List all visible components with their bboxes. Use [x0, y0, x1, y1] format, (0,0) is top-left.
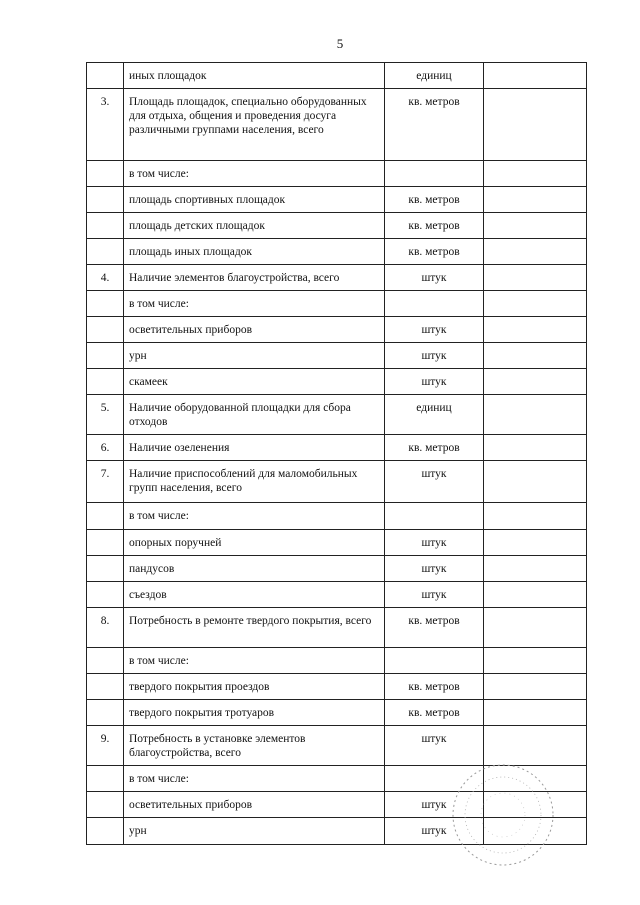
table-row — [87, 317, 587, 343]
value-cell — [484, 608, 587, 648]
value-cell — [484, 161, 587, 187]
value-cell — [484, 674, 587, 700]
row-number — [87, 818, 124, 845]
indicator-name: Наличие озеленения — [124, 435, 385, 461]
value-cell — [484, 317, 587, 343]
unit-of-measure: штук — [385, 818, 484, 845]
table-row — [87, 343, 587, 369]
indicator-name: в том числе: — [124, 161, 385, 187]
table-row — [87, 395, 587, 435]
indicator-name: Наличие приспособлений для маломобильных групп населения, всего — [124, 461, 385, 503]
value-cell — [484, 503, 587, 530]
indicator-name: Наличие элементов благоустройства, всего — [124, 265, 385, 291]
table-row — [87, 582, 587, 608]
unit-of-measure: штук — [385, 265, 484, 291]
unit-of-measure: кв. метров — [385, 213, 484, 239]
indicator-name: Наличие оборудованной площадки для сбора отходов — [124, 395, 385, 435]
unit-of-measure — [385, 291, 484, 317]
value-cell — [484, 239, 587, 265]
unit-of-measure: штук — [385, 369, 484, 395]
row-number — [87, 343, 124, 369]
indicator-table — [86, 62, 587, 845]
indicator-name: урн — [124, 343, 385, 369]
indicator-name: твердого покрытия тротуаров — [124, 700, 385, 726]
unit-of-measure: штук — [385, 582, 484, 608]
value-cell — [484, 63, 587, 89]
table-row — [87, 792, 587, 818]
table-row — [87, 291, 587, 317]
value-cell — [484, 648, 587, 674]
value-cell — [484, 792, 587, 818]
indicator-name: Потребность в ремонте твердого покрытия, всего — [124, 608, 385, 648]
row-number: 4. — [87, 265, 124, 291]
table-row — [87, 766, 587, 792]
row-number — [87, 63, 124, 89]
indicator-name: площадь спортивных площадок — [124, 187, 385, 213]
value-cell — [484, 89, 587, 161]
value-cell — [484, 343, 587, 369]
value-cell — [484, 291, 587, 317]
row-number — [87, 369, 124, 395]
indicator-name: в том числе: — [124, 766, 385, 792]
table-row — [87, 530, 587, 556]
value-cell — [484, 461, 587, 503]
unit-of-measure: штук — [385, 792, 484, 818]
unit-of-measure: штук — [385, 343, 484, 369]
row-number: 6. — [87, 435, 124, 461]
unit-of-measure — [385, 161, 484, 187]
unit-of-measure: кв. метров — [385, 239, 484, 265]
indicator-name: съездов — [124, 582, 385, 608]
row-number — [87, 503, 124, 530]
unit-of-measure: кв. метров — [385, 700, 484, 726]
row-number: 7. — [87, 461, 124, 503]
table-row — [87, 818, 587, 845]
indicator-name: Площадь площадок, специально оборудованных для отдыха, общения и проведения досуга различными группами населения, всего — [124, 89, 385, 161]
unit-of-measure: кв. метров — [385, 435, 484, 461]
row-number: 3. — [87, 89, 124, 161]
indicator-name: в том числе: — [124, 503, 385, 530]
unit-of-measure: штук — [385, 461, 484, 503]
table-row — [87, 213, 587, 239]
page-number: 5 — [336, 36, 344, 51]
indicator-name: Потребность в установке элементов благоустройства, всего — [124, 726, 385, 766]
value-cell — [484, 213, 587, 239]
value-cell — [484, 556, 587, 582]
indicator-name: опорных поручней — [124, 530, 385, 556]
row-number — [87, 700, 124, 726]
row-number — [87, 530, 124, 556]
table-row — [87, 700, 587, 726]
unit-of-measure: штук — [385, 317, 484, 343]
indicator-name: скамеек — [124, 369, 385, 395]
value-cell — [484, 395, 587, 435]
value-cell — [484, 435, 587, 461]
row-number: 9. — [87, 726, 124, 766]
indicator-name: в том числе: — [124, 291, 385, 317]
indicator-name: площадь иных площадок — [124, 239, 385, 265]
table-row — [87, 89, 587, 161]
indicator-name: пандусов — [124, 556, 385, 582]
table-row — [87, 435, 587, 461]
value-cell — [484, 726, 587, 766]
table-row — [87, 556, 587, 582]
row-number — [87, 317, 124, 343]
table-body — [87, 63, 587, 845]
table-row — [87, 608, 587, 648]
unit-of-measure: штук — [385, 530, 484, 556]
row-number: 5. — [87, 395, 124, 435]
value-cell — [484, 818, 587, 845]
indicator-name: урн — [124, 818, 385, 845]
table-row — [87, 161, 587, 187]
row-number: 8. — [87, 608, 124, 648]
row-number — [87, 239, 124, 265]
indicator-name: площадь детских площадок — [124, 213, 385, 239]
unit-of-measure: кв. метров — [385, 608, 484, 648]
indicator-name: в том числе: — [124, 648, 385, 674]
row-number — [87, 291, 124, 317]
row-number — [87, 674, 124, 700]
table-row — [87, 265, 587, 291]
unit-of-measure: единиц — [385, 395, 484, 435]
unit-of-measure: единиц — [385, 63, 484, 89]
table-row — [87, 503, 587, 530]
table-row — [87, 187, 587, 213]
table-row — [87, 461, 587, 503]
value-cell — [484, 265, 587, 291]
value-cell — [484, 187, 587, 213]
unit-of-measure: кв. метров — [385, 89, 484, 161]
value-cell — [484, 582, 587, 608]
row-number — [87, 648, 124, 674]
row-number — [87, 161, 124, 187]
row-number — [87, 556, 124, 582]
table-row — [87, 648, 587, 674]
indicator-name: осветительных приборов — [124, 792, 385, 818]
unit-of-measure — [385, 648, 484, 674]
table-row — [87, 239, 587, 265]
row-number — [87, 213, 124, 239]
row-number — [87, 187, 124, 213]
table-row — [87, 674, 587, 700]
table-row — [87, 369, 587, 395]
value-cell — [484, 700, 587, 726]
value-cell — [484, 369, 587, 395]
value-cell — [484, 766, 587, 792]
value-cell — [484, 530, 587, 556]
row-number — [87, 792, 124, 818]
unit-of-measure — [385, 503, 484, 530]
unit-of-measure: штук — [385, 556, 484, 582]
unit-of-measure: кв. метров — [385, 674, 484, 700]
unit-of-measure — [385, 766, 484, 792]
row-number — [87, 582, 124, 608]
unit-of-measure: кв. метров — [385, 187, 484, 213]
unit-of-measure: штук — [385, 726, 484, 766]
row-number — [87, 766, 124, 792]
indicator-name: осветительных приборов — [124, 317, 385, 343]
table-row — [87, 63, 587, 89]
indicator-name: твердого покрытия проездов — [124, 674, 385, 700]
table-row — [87, 726, 587, 766]
indicator-name: иных площадок — [124, 63, 385, 89]
